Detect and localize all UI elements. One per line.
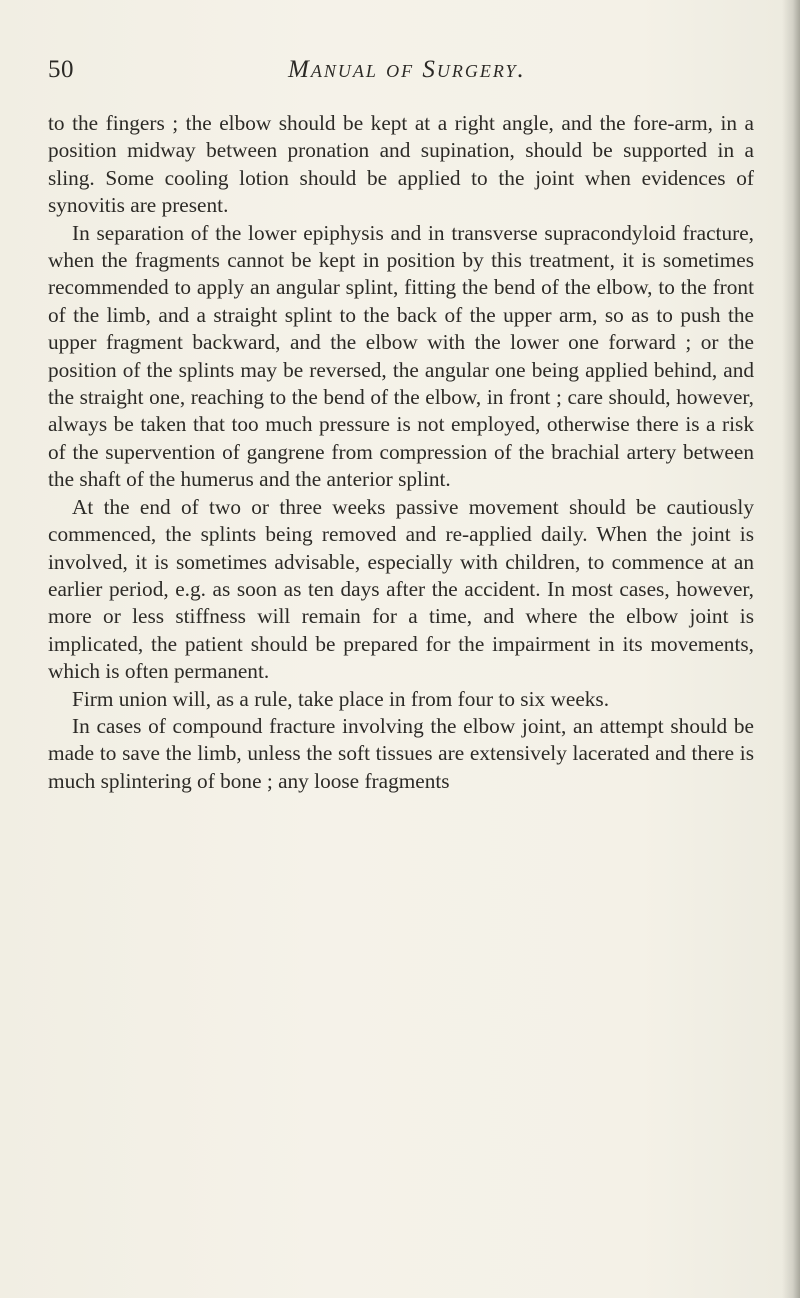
page-header bbox=[48, 56, 740, 96]
paragraph: At the end of two or three weeks passive movement should be cautiously commenced, the splints being removed and re-applied daily. When the joint is involved, it is sometimes advisable, especially with children, to commence at an earlier period, e.g. as soon as ten days after the accident. In most cases, however, more or less stiffness will remain for a time, and where the elbow joint is implicated, the patient should be prepared for the impairment in its movements, which is often permanent. bbox=[48, 494, 754, 684]
paragraph: In cases of compound fracture involving the elbow joint, an attempt should be made to save the limb, unless the soft tissues are extensively lacerated and there is much splintering of bone ; any loose fragments bbox=[48, 713, 754, 793]
page-number: 50 bbox=[48, 56, 74, 83]
page-edge-shadow bbox=[782, 0, 800, 1298]
body-text bbox=[48, 110, 754, 795]
paragraph: Firm union will, as a rule, take place in from four to six weeks. bbox=[72, 686, 610, 711]
running-head: Manual of Surgery. bbox=[288, 56, 526, 83]
paragraph: to the fingers ; the elbow should be kept at a right angle, and the fore-arm, in a position midway between pronation and supination, should be supported in a sling. Some cooling lotion should be applied to the joint when evidences of synovitis are present. bbox=[48, 111, 754, 218]
paragraph: In separation of the lower epiphysis and in transverse supracondyloid fracture, when the fragments cannot be kept in position by this treatment, it is sometimes recommended to apply an angular splint, fitting the bend of the elbow, to the front of the limb, and a straight splint to the back of the upper arm, so as to push the upper fragment backward, and the elbow with the lower one forward ; or the position of the splints may be reversed, the angular one being applied behind, and the straight one, reaching to the bend of the elbow, in front ; care should, however, always be taken that too much pressure is not employed, otherwise there is a risk of the supervention of gangrene from compression of the brachial artery between the shaft of the humerus and the anterior splint. bbox=[48, 220, 754, 492]
